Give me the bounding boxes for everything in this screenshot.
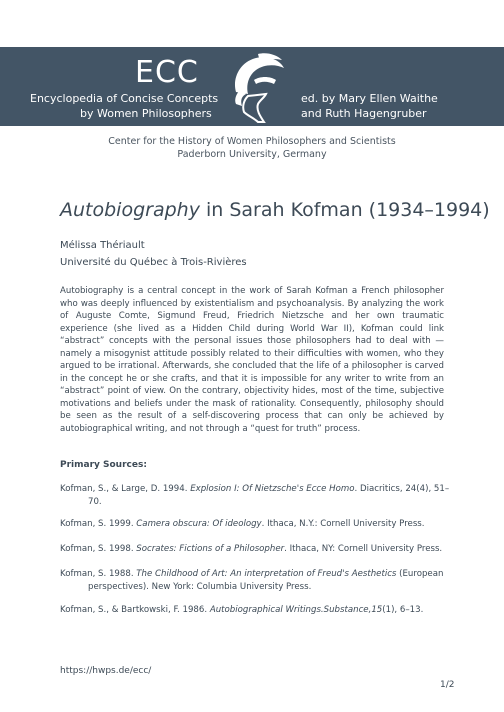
ecc-acronym: ECC [135, 55, 199, 90]
article-title [60, 199, 490, 221]
ref-text: Kofman, S. 1988. [60, 569, 137, 579]
ref-text: (1), 6–13. [382, 605, 424, 615]
ref-text: Kofman, S. 1999. [60, 519, 137, 529]
institution-line1: Center for the History of Women Philosophers and Scientists [108, 136, 396, 147]
ref-title: Autobiographical Writings.Substance,15 [209, 605, 383, 615]
author-name: Mélissa Thériault [60, 240, 145, 251]
ref-text: . Ithaca, NY: Cornell University Press. [284, 544, 443, 554]
reference-item [60, 518, 450, 531]
abstract-paragraph: Autobiography is a central concept in the work of Sarah Kofman a French philosopher who was deeply influenced by existentialism and psychoanalysis. By analyzing the work of Auguste Comte, Sigmund Freud, Friedrich Nietzsche and her own traumatic experience (she lived as a Hidden Child during World War II), Kofman could link “abstract” concepts with the personal issues those philosophers had to deal with — namely a misogynist attitude possibly related to their difficulties with women, who they argued to be irrational. Afterwards, she concluded that the life of a philosopher is carved in the concept he or she crafts, and that it is impossible for any writer to write from an “abstract” point of view. On the contrary, objectivity hides, most of the time, subjective motivations and beliefs under the mask of rationality. Consequently, philosophy should be seen as the result of a self-discovering process that can only be achieved by autobiographical writing, and not through a “quest for truth” process. [60, 286, 444, 435]
series-title-line1: Encyclopedia of Concise Concepts [30, 92, 219, 105]
reference-item [60, 604, 450, 617]
ref-text: . Diacritics, 24(4), 51–70. [88, 484, 450, 507]
ref-title: Explosion I: Of Nietzsche's Ecce Homo [190, 484, 355, 494]
reference-item [60, 568, 450, 593]
ref-text: Kofman, S. 1998. [60, 544, 137, 554]
ref-text: Kofman, S., & Large, D. 1994. [60, 484, 191, 494]
ref-title: The Childhood of Art: An interpretation of Freud's Aesthetics [136, 569, 397, 579]
ref-text: (European perspectives). New York: Columbia University Press. [88, 569, 444, 592]
reference-item [60, 543, 450, 556]
series-title-line2: by Women Philosophers [80, 107, 212, 120]
editors-line1: ed. by Mary Ellen Waithe [301, 92, 438, 105]
editors-line2: and Ruth Hagengruber [301, 107, 427, 120]
institution-line2: Paderborn University, Germany [177, 149, 327, 160]
reference-item [60, 483, 450, 508]
ref-title: Camera obscura: Of ideology [136, 519, 262, 529]
ref-text: . Ithaca, N.Y.: Cornell University Press. [261, 519, 425, 529]
title-rest: in Sarah Kofman (1934–1994) [199, 199, 490, 221]
footer-url-link[interactable]: https://hwps.de/ecc/ [60, 666, 152, 676]
athena-helmet-logo-icon [218, 50, 288, 125]
title-italic: Autobiography [60, 199, 200, 221]
page-number: 1/2 [440, 680, 455, 690]
ref-text: Kofman, S., & Bartkowski, F. 1986. [60, 605, 210, 615]
primary-sources-heading: Primary Sources: [60, 460, 147, 470]
ref-title: Socrates: Fictions of a Philosopher [136, 544, 285, 554]
author-affiliation: Université du Québec à Trois-Rivières [60, 257, 247, 268]
